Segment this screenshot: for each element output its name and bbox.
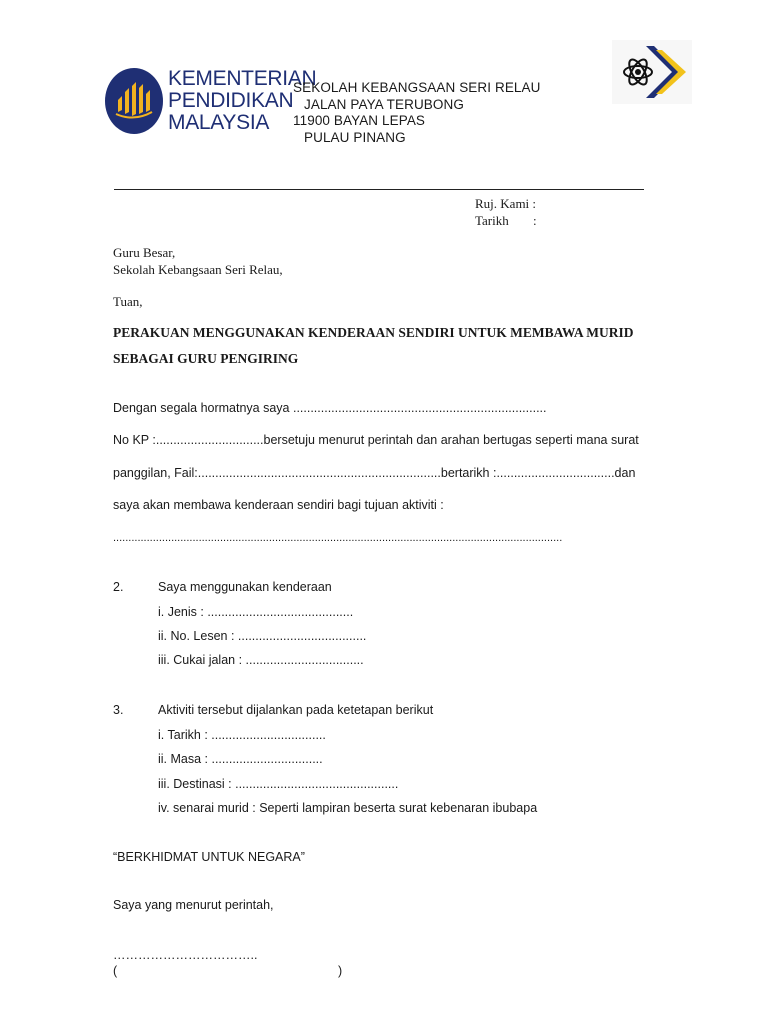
letter-title-line2: SEBAGAI GURU PENGIRING xyxy=(113,351,299,366)
ministry-name-line2: PENDIDIKAN xyxy=(168,89,294,112)
section3-heading: Aktiviti tersebut dijalankan pada ketetapan berikut xyxy=(158,703,434,717)
header-divider xyxy=(114,189,644,190)
ruj-kami-label: Ruj. Kami : xyxy=(475,196,537,211)
paragraph1-line3: panggilan, Fail:......................................................................bertarikh :..................................dan xyxy=(113,466,636,480)
school-address-line4: PULAU PINANG xyxy=(304,130,406,145)
salutation: Tuan, xyxy=(113,294,143,309)
school-address-line3: 11900 BAYAN LEPAS xyxy=(293,113,426,128)
section3-item: iii. Destinasi : ............................................... xyxy=(158,777,399,791)
paragraph1-line4: saya akan membawa kenderaan sendiri bagi tujuan aktiviti : xyxy=(113,498,444,512)
recipient-line1: Guru Besar, xyxy=(113,245,176,260)
ministry-name-line3: MALAYSIA xyxy=(168,111,270,134)
section3-item: ii. Masa : ................................ xyxy=(158,752,323,766)
tarikh-label: Tarikh xyxy=(475,213,509,228)
signature-open-paren: ( xyxy=(113,964,118,978)
closing-line: Saya yang menurut perintah, xyxy=(113,898,274,912)
section2-number: 2. xyxy=(113,580,124,594)
paragraph1-line2: No KP :...............................bersetuju menurut perintah dan arahan bertugas seperti mana surat xyxy=(113,433,639,447)
paragraph1-line5: ................................................................................................................................................... xyxy=(113,532,563,544)
section2-item: i. Jenis : .......................................... xyxy=(158,605,354,619)
section2-item: iii. Cukai jalan : .................................. xyxy=(158,653,364,667)
section3-item: iv. senarai murid : Seperti lampiran beserta surat kebenaran ibubapa xyxy=(158,801,538,815)
school-address-line2: JALAN PAYA TERUBONG xyxy=(304,97,464,112)
section3-item: i. Tarikh : ................................. xyxy=(158,728,326,742)
tarikh-colon: : xyxy=(533,213,537,228)
atom-chevron-logo-icon xyxy=(612,40,692,104)
section2-item: ii. No. Lesen : ..................................... xyxy=(158,629,367,643)
section3-number: 3. xyxy=(113,703,124,717)
section2-heading: Saya menggunakan kenderaan xyxy=(158,580,332,594)
signature-close-paren: ) xyxy=(338,964,343,978)
recipient-line2: Sekolah Kebangsaan Seri Relau, xyxy=(113,262,283,277)
school-address-line1: SEKOLAH KEBANGSAAN SERI RELAU xyxy=(293,80,541,95)
school-logo xyxy=(612,40,692,104)
paragraph1-line1: Dengan segala hormatnya saya ......................................................................... xyxy=(113,401,547,415)
signature-dots: …………………………….. xyxy=(113,948,258,962)
motto: “BERKHIDMAT UNTUK NEGARA” xyxy=(113,850,305,864)
ministry-name-line1: KEMENTERIAN xyxy=(168,67,317,90)
letter-title-line1: PERAKUAN MENGGUNAKAN KENDERAAN SENDIRI UNTUK MEMBAWA MURID xyxy=(113,325,634,340)
ministry-logo xyxy=(104,66,317,136)
